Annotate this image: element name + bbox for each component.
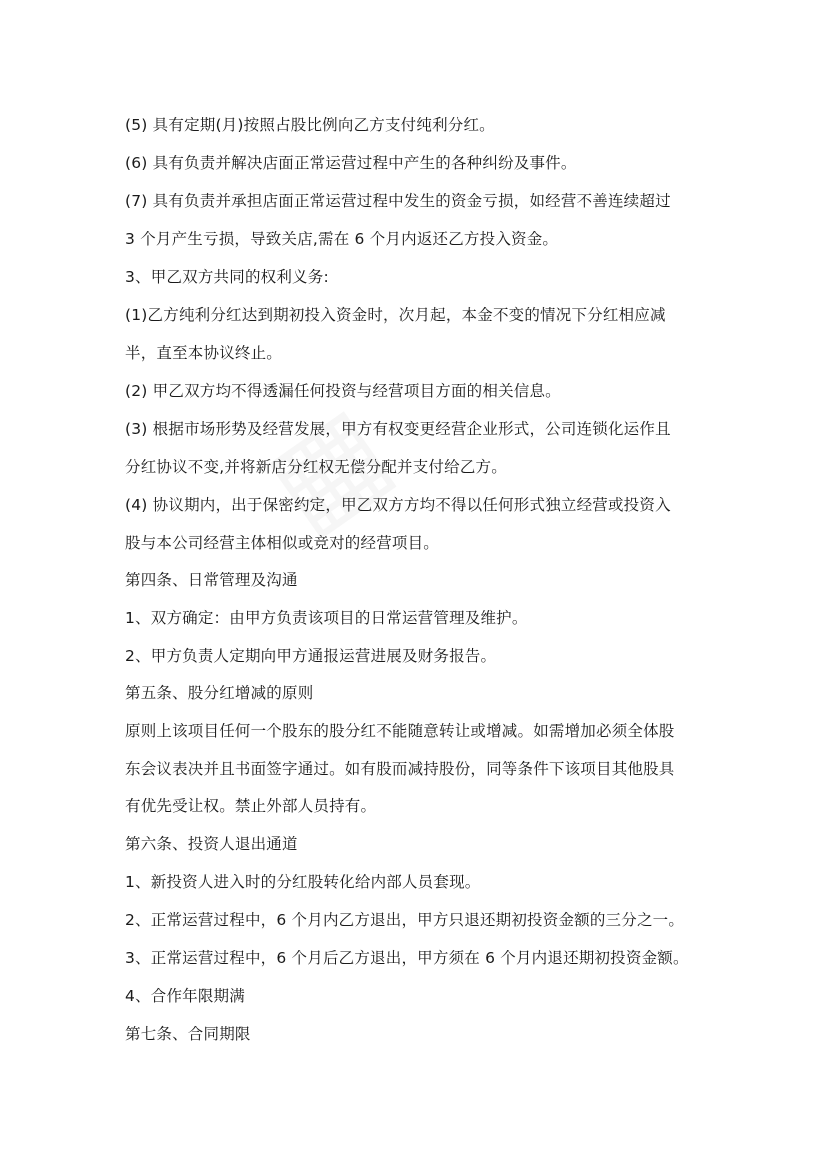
shared-clause-4-line-2: 股与本公司经营主体相似或竞对的经营项目。 bbox=[125, 534, 440, 552]
article-6-item-4: 4、合作年限期满 bbox=[125, 987, 245, 1005]
clause-5: (5) 具有定期(月)按照占股比例向乙方支付纯利分红。 bbox=[125, 116, 495, 134]
shared-clause-2: (2) 甲乙双方均不得透漏任何投资与经营项目方面的相关信息。 bbox=[125, 382, 561, 400]
shared-clause-3-line-1: (3) 根据市场形势及经营发展，甲方有权变更经营企业形式，公司连锁化运作且 bbox=[125, 420, 671, 438]
article-4-item-1: 1、双方确定：由甲方负责该项目的日常运营管理及维护。 bbox=[125, 609, 528, 627]
article-6-item-1: 1、新投资人进入时的分红股转化给内部人员套现。 bbox=[125, 873, 481, 891]
shared-clause-3-line-2: 分红协议不变,并将新店分红权无偿分配并支付给乙方。 bbox=[125, 458, 507, 476]
article-6-item-3: 3、正常运营过程中，6 个月后乙方退出，甲方须在 6 个月内退还期初投资金额。 bbox=[125, 949, 689, 967]
article-6-heading: 第六条、投资人退出通道 bbox=[125, 835, 298, 853]
article-6-item-2: 2、正常运营过程中，6 个月内乙方退出，甲方只退还期初投资金额的三分之一。 bbox=[125, 911, 685, 929]
article-5-paragraph-line-2: 东会议表决并且书面签字通过。如有股而减持股份，同等条件下该项目其他股具 bbox=[125, 760, 675, 778]
article-5-heading: 第五条、股分红增减的原则 bbox=[125, 684, 314, 702]
section-heading-shared-rights: 3、甲乙双方共同的权利义务: bbox=[125, 268, 329, 286]
article-4-item-2: 2、甲方负责人定期向甲方通报运营进展及财务报告。 bbox=[125, 647, 497, 665]
clause-7-line-1: (7) 具有负责并承担店面正常运营过程中发生的资金亏损，如经营不善连续超过 bbox=[125, 192, 671, 210]
article-5-paragraph-line-1: 原则上该项目任何一个股东的股分红不能随意转让或增减。如需增加必须全体股 bbox=[125, 722, 675, 740]
shared-clause-1-line-2: 半，直至本协议终止。 bbox=[125, 344, 283, 362]
article-4-heading: 第四条、日常管理及沟通 bbox=[125, 571, 298, 589]
shared-clause-1-line-1: (1)乙方纯利分红达到期初投入资金时，次月起，本金不变的情况下分红相应减 bbox=[125, 306, 666, 324]
article-5-paragraph-line-3: 有优先受让权。禁止外部人员持有。 bbox=[125, 797, 377, 815]
article-7-heading: 第七条、合同期限 bbox=[125, 1025, 251, 1043]
clause-6: (6) 具有负责并解决店面正常运营过程中产生的各种纠纷及事件。 bbox=[125, 154, 577, 172]
clause-7-line-2: 3 个月产生亏损，导致关店,需在 6 个月内返还乙方投入资金。 bbox=[125, 230, 559, 248]
shared-clause-4-line-1: (4) 协议期内，出于保密约定，甲乙双方方均不得以任何形式独立经营或投资入 bbox=[125, 496, 671, 514]
